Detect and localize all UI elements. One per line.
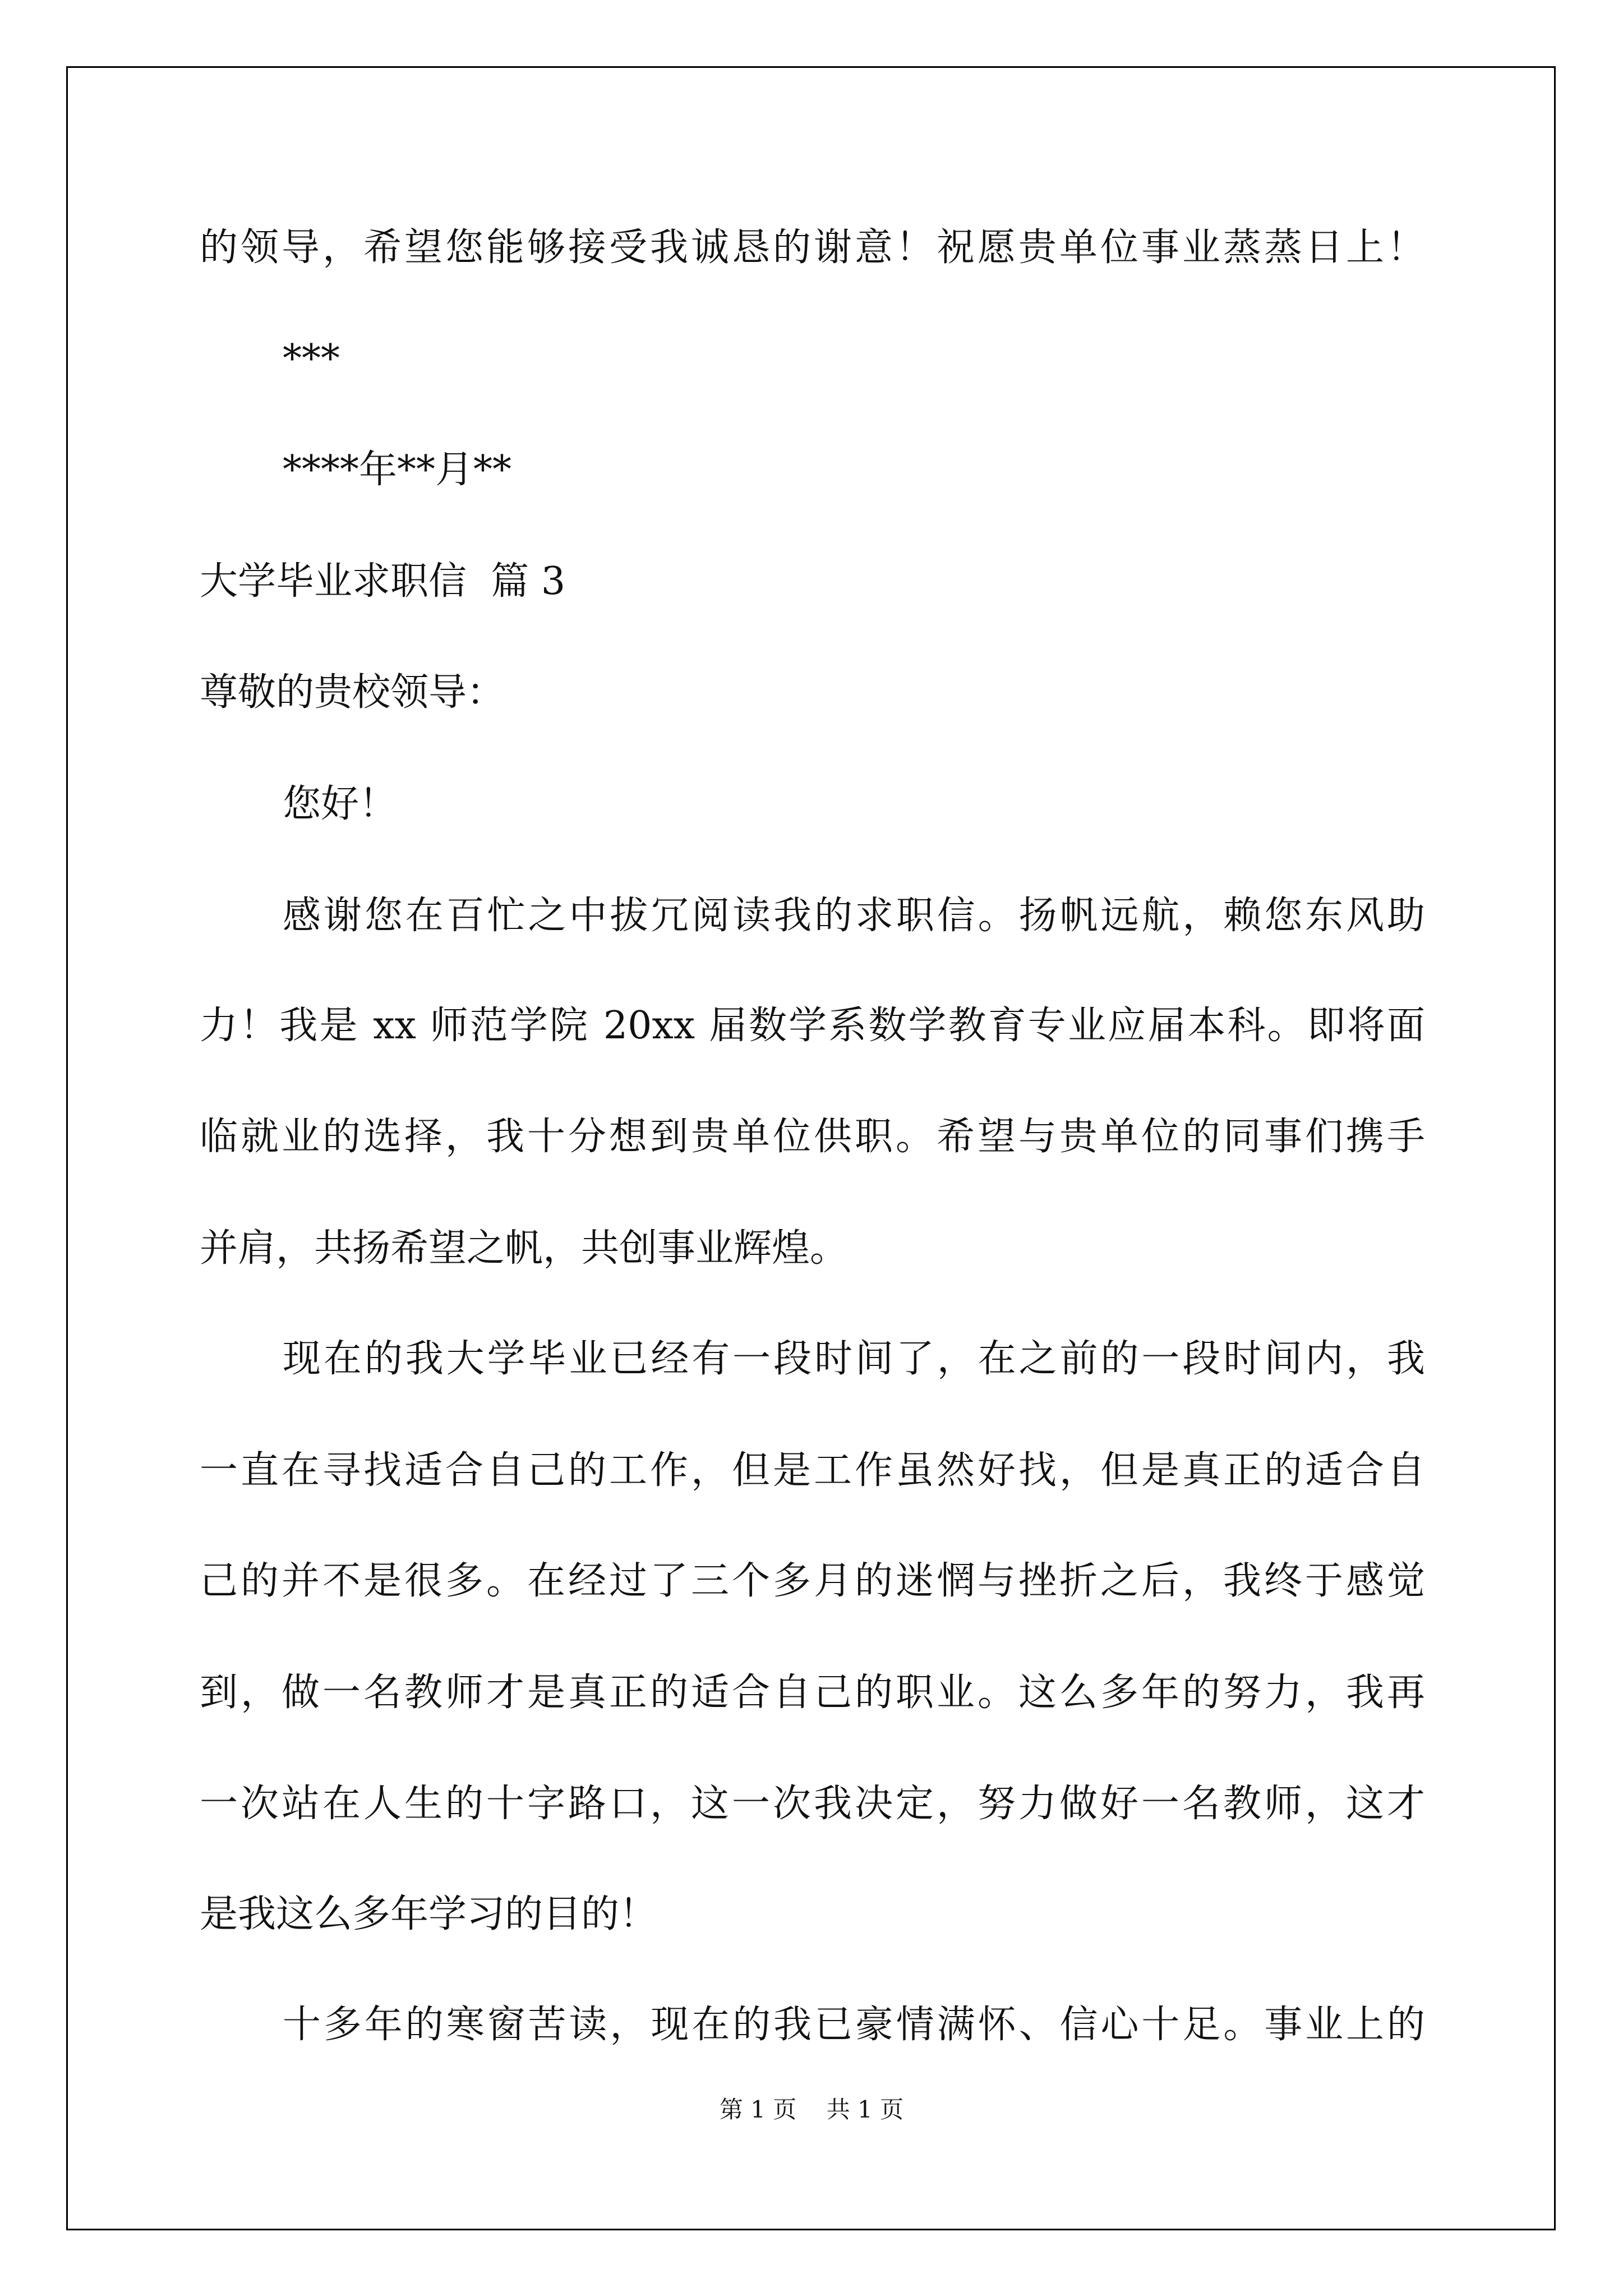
section-heading: 大学毕业求职信 篇 3 [200, 559, 566, 604]
paragraph-line: 感谢您在百忙之中拔冗阅读我的求职信。扬帆远航，赖您东风助 [283, 894, 1425, 938]
page-number-footer: 第 1 页 共 1 页 [719, 2096, 904, 2123]
signature-date: ****年**月** [283, 448, 512, 492]
paragraph-line: 力！我是 xx 师范学院 20xx 届数学系数学教育专业应届本科。即将面 [200, 1004, 1425, 1048]
paragraph-line: 一次站在人生的十字路口，这一次我决定，努力做好一名教师，这才 [200, 1782, 1425, 1826]
paragraph-line: 到，做一名教师才是真正的适合自己的职业。这么多年的努力，我再 [200, 1671, 1425, 1715]
paragraph-line: 己的并不是很多。在经过了三个多月的迷惘与挫折之后，我终于感觉 [200, 1559, 1425, 1603]
paragraph-line: 临就业的选择，我十分想到贵单位供职。希望与贵单位的同事们携手 [200, 1115, 1425, 1159]
paragraph-line: 一直在寻找适合自己的工作，但是工作虽然好找，但是真正的适合自 [200, 1448, 1425, 1493]
signature-name: *** [283, 337, 340, 381]
closing-text-line: 的领导，希望您能够接受我诚恳的谢意！祝愿贵单位事业蒸蒸日上！ [200, 226, 1425, 270]
paragraph-line: 并肩，共扬希望之帆，共创事业辉煌。 [200, 1226, 849, 1271]
greeting: 您好！ [283, 782, 398, 826]
paragraph-line: 现在的我大学毕业已经有一段时间了，在之前的一段时间内，我 [283, 1337, 1425, 1381]
paragraph-line: 是我这么多年学习的目的！ [200, 1892, 658, 1936]
salutation: 尊敬的贵校领导： [200, 670, 505, 715]
paragraph-line: 十多年的寒窗苦读，现在的我已豪情满怀、信心十足。事业上的 [283, 2003, 1425, 2047]
